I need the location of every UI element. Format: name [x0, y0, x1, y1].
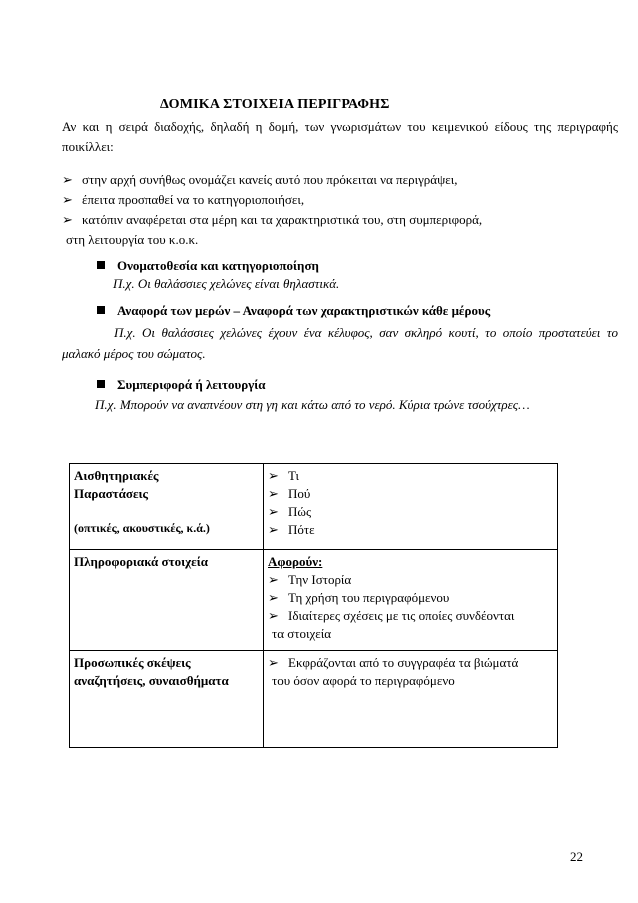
square-bullet-icon: [97, 261, 105, 269]
section-heading: Ονοματοθεσία και κατηγοριοποίηση: [97, 258, 319, 274]
square-bullet-icon: [97, 306, 105, 314]
arrow-bullet-icon: ➢: [62, 212, 73, 227]
table-cell: [264, 464, 558, 550]
list-item: ➢ Ιδιαίτερες σχέσεις με τις οποίες συνδέονται: [268, 608, 515, 623]
arrow-bullet-icon: ➢: [268, 590, 279, 605]
square-bullet-icon: [97, 380, 105, 388]
arrow-bullet-icon: ➢: [62, 192, 73, 207]
arrow-bullet-icon: ➢: [62, 172, 73, 187]
arrow-bullet-icon: ➢: [268, 468, 279, 483]
description-elements-table: [69, 463, 558, 748]
table-cell: Πληροφοριακά στοιχεία: [70, 550, 264, 651]
table-cell: Αφορούν: ➢ Την Ιστορία ➢ Τη χρήση του περιγραφόμενου ➢ Ιδιαίτερες σχέσεις με τις οποίες συνδέονται τα στοιχεία: [264, 550, 558, 651]
section-example: Π.χ. Οι θαλάσσιες χελώνες είναι θηλαστικά.: [113, 276, 340, 291]
arrow-bullet-icon: ➢: [268, 504, 279, 519]
list-item: ➢ Πού: [268, 486, 311, 501]
table-cell: [264, 651, 558, 748]
table-row: [70, 651, 558, 748]
arrow-bullet-icon: ➢: [268, 608, 279, 623]
arrow-bullet-icon: ➢: [268, 572, 279, 587]
list-item: ➢ Εκφράζονται από το συγγραφέα τα βιώματά: [268, 655, 519, 670]
page-title: ΔΟΜΙΚΑ ΣΤΟΙΧΕΙΑ ΠΕΡΙΓΡΑΦΗΣ: [160, 97, 390, 112]
list-item: ➢ στην αρχή συνήθως ονομάζει κανείς αυτό που πρόκειται να περιγράψει,: [62, 170, 618, 190]
list-item: ➢ έπειτα προσπαθεί να το κατηγοριοποιήσει,: [62, 190, 618, 210]
list-item: ➢ Πότε: [268, 522, 315, 537]
section-example: Π.χ. Μπορούν να αναπνέουν στη γη και κάτω από το νερό. Κύρια τρώνε τσούχτρες…: [95, 397, 530, 412]
list-item-continuation: στη λειτουργία του κ.ο.κ.: [66, 232, 199, 247]
structure-list: [62, 170, 618, 250]
section-heading: Συμπεριφορά ή λειτουργία: [97, 377, 266, 393]
table-row: [70, 464, 558, 550]
list-item-continuation: τα στοιχεία: [272, 626, 332, 641]
arrow-bullet-icon: ➢: [268, 486, 279, 501]
page-number: 22: [570, 849, 583, 864]
arrow-bullet-icon: ➢: [268, 522, 279, 537]
list-item: ➢ Πώς: [268, 504, 312, 519]
list-item: ➢ Την Ιστορία: [268, 572, 352, 587]
section-example: Π.χ. Οι θαλάσσιες χελώνες έχουν ένα κέλυφος, σαν σκληρό κουτί, το οποίο προστατεύει το μαλακό μέρος του σώματος.: [62, 325, 618, 361]
list-item: ➢ κατόπιν αναφέρεται στα μέρη και τα χαρακτηριστικά του, στη συμπεριφορά,: [62, 210, 618, 230]
section-heading: Αναφορά των μερών – Αναφορά των χαρακτηριστικών κάθε μέρους: [97, 303, 490, 319]
intro-paragraph: Αν και η σειρά διαδοχής, δηλαδή η δομή, των γνωρισμάτων του κειμενικού είδους της περιγραφής ποικίλλει:: [62, 119, 618, 154]
table-cell: Προσωπικές σκέψεις αναζητήσεις, συναισθήματα: [70, 651, 264, 748]
list-item: ➢ Τι: [268, 468, 299, 483]
arrow-bullet-icon: ➢: [268, 655, 279, 670]
table-cell: Αισθητηριακές Παραστάσεις (οπτικές, ακουστικές, κ.ά.): [70, 464, 264, 550]
table-row: [70, 550, 558, 651]
list-item: ➢ Τη χρήση του περιγραφόμενου: [268, 590, 450, 605]
list-item-continuation: του όσον αφορά το περιγραφόμενο: [272, 673, 455, 688]
